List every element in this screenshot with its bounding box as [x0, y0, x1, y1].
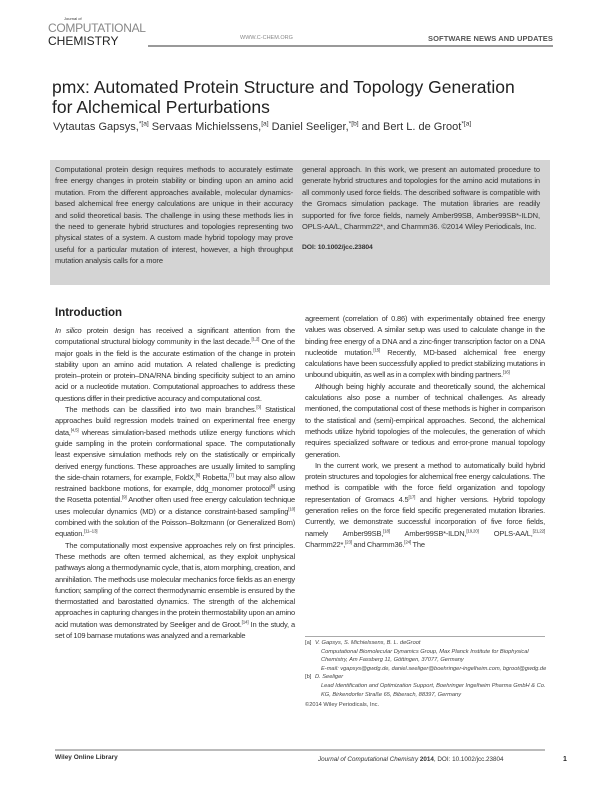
author-name: Vytautas Gapsys,: [53, 121, 139, 133]
section-label: SOFTWARE NEWS AND UPDATES: [427, 34, 553, 43]
citation[interactable]: [24]: [404, 539, 412, 545]
copyright: ©2014 Wiley Periodicals, Inc.: [305, 702, 380, 709]
citation[interactable]: [6]: [195, 472, 201, 478]
citation[interactable]: [15]: [373, 347, 381, 353]
abstract-right-column: [302, 164, 540, 254]
citation[interactable]: [4,5]: [70, 427, 79, 433]
abstract-box: [50, 160, 550, 285]
footnote-rule: [305, 636, 545, 637]
author-name: and Bert L. de Groot: [358, 121, 462, 133]
author-name: Servaas Michielssens,: [148, 121, 262, 133]
text-run: In the study, a set of 109 barnase mutations was analyzed and a remarkable: [55, 619, 295, 641]
wiley-online-library-logo: Wiley Online Library: [55, 754, 118, 761]
citation[interactable]: [23]: [345, 539, 352, 545]
citation[interactable]: [3]: [256, 404, 261, 410]
text-run: The methods can be classified into two main branches.: [65, 405, 257, 415]
citation[interactable]: [19,20]: [466, 528, 479, 534]
paragraph: [305, 313, 545, 381]
text-run: Recently, MD-based alchemical free energy calculations have been successfully applied to predict stabilizing mutations in unbound ubiquitin, as well as in a complex with binding partners.: [305, 347, 546, 380]
text-run: but may also allow restrained backbone motions, for example, ddg_monomer protocol: [55, 472, 295, 494]
paragraph: [55, 325, 295, 404]
citation[interactable]: [11–13]: [84, 528, 98, 534]
footnote-b: [305, 673, 550, 699]
header-rule: [148, 45, 553, 47]
text-run: Robetta,: [200, 472, 230, 482]
paragraph: [305, 460, 545, 550]
paragraph: [55, 404, 295, 540]
body-left-column: [55, 306, 295, 641]
citation[interactable]: [1,2]: [251, 336, 260, 342]
citation[interactable]: [8]: [270, 483, 275, 489]
abstract-left-column: Computational protein design requires methods to accurately estimate free energy changes in protein stability or binding upon an amino acid mutation. From the different approaches available, molecular dynamics-based alchemical free energy calculations are unique in their accuracy and solid theoretical basis. The challenge in using these methods lies in the need to generate hybrid structures and topologies representing two physical states of a system. A custom made hybrid topology may prove useful for a particular mutation of interest, however, a high throughput mutation analysis calls for a more: [55, 165, 293, 266]
text-run: combined with the solution of the Poisson–Boltzmann (or Generalized Born) equation.: [55, 518, 295, 539]
text-run: protein design has received a significant attention from the computational structural biology community in the last decade.: [55, 326, 295, 347]
citation[interactable]: [18]: [383, 528, 390, 534]
text-run: whereas simulation-based methods utilize energy functions which guide sampling in the protein conformational space. The computationally least expensive simulation methods rely on the statistically or empirically derived energy functions. These approaches are usually limited to sampling the side-chain rotamers, for example, FoldX,: [55, 427, 295, 482]
journal-citation: [318, 756, 504, 763]
footnote-affiliation: Computational Biomolecular Dynamics Group, Max Planck Institute for Biophysical Chemistry, Am Fassberg 11, Göttingen, 37077, Germany: [321, 648, 529, 664]
journal-year: 2014: [419, 756, 434, 763]
journal-doi: , DOI: 10.1002/jcc.23804: [433, 756, 504, 763]
text-run: The computationally most expensive approaches rely on first principles. These methods are often termed alchemical, as they exploit unphysical pathways along a thermodynamic cycle, that is, atom morphing, creation, and annihilation. The methods use molecular mechanics force fields as an energy function; sampling of the correct thermodynamic ensemble is ensured by the thermostatted and barostatted dynamics. The strength of the alchemical approaches in capturing changes in the protein thermostability upon an amino acid mutation was demonstrated by Seeliger and de Groot.: [55, 540, 295, 629]
footnote-email[interactable]: E-mail: vgapsys@gwdg.de, daniel.seeliger@boehringer-ingelheim.com, bgroot@gwdg.de: [321, 665, 547, 672]
text-run: Statistical approaches build regression models trained on experimental free energy data,: [55, 405, 295, 437]
citation[interactable]: [21,22]: [532, 528, 546, 534]
text-run: Although being highly accurate and theoretically sound, the alchemical calculations also pose a number of technical challenges. As already mentioned, the computational cost of these methods is higher in comparison to the statistical and (semi)-empirical approaches. Second, the alchemical methods utilize hybrid topologies of the molecules, the generation of which requires specialized software or tedious and error-prone manual topology generation.: [305, 381, 545, 459]
text-run: One of the major goals in the field is the accurate estimation of the change in protein stability upon an amino acid mutation. A related challenge is predicting protein–protein or protein–DNA/RNA binding specificity subject to an amino acid or a nucleotide mutation. Computational approaches to address these questions differ in their predictive accuracy and computational cost.: [55, 337, 295, 403]
citation[interactable]: [16]: [502, 369, 510, 375]
footnote-names: V. Gapsys, S. Michielssens, B. L. deGroot: [315, 640, 421, 646]
footnote-names: D. Seeliger: [315, 674, 344, 681]
text-run: using the Rosetta potential.: [55, 484, 295, 505]
text-run: Amber99SB*-ILDN,: [389, 528, 467, 538]
right-paragraphs: [305, 313, 545, 550]
paragraph: [305, 381, 545, 460]
footnote-label: [a]: [305, 640, 312, 646]
text-run: Another often used free energy calculation technique uses molecular dynamics (MD) or a distance constraint-based sampling: [55, 495, 295, 516]
citation[interactable]: [10]: [288, 506, 295, 512]
footnotes: [305, 639, 550, 710]
text-run: Charmm22*,: [305, 539, 346, 549]
author-affiliation: [a]: [261, 120, 269, 128]
citation[interactable]: [17]: [408, 494, 416, 500]
author-list: [53, 121, 471, 133]
section-heading: Introduction: [55, 307, 123, 319]
footer-rule: [55, 749, 545, 751]
paragraph: [55, 540, 295, 642]
text-run: In the current work, we present a method to automatically build hybrid protein structures and topologies for alchemical free energy calculations. The method is compatible with the force field organization and topology representation of Gromacs 4.5: [305, 460, 545, 504]
body-right-column: [305, 313, 545, 550]
article-title: pmx: Automated Protein Structure and Topology Generation for Alchemical Perturbations: [52, 77, 515, 117]
italic-text: In silico: [55, 326, 82, 335]
logo-line-1: COMPUTATIONAL: [48, 21, 146, 35]
footnote-label: [b]: [305, 674, 312, 681]
footnote-a: [305, 639, 550, 673]
text-run: agreement (correlation of 0.86) with experimentally obtained free energy values was observed. A similar setup was used to calculate change in the binding free energy of a DNA and a zinc-finger transcription factor on a DNA nucleotide mutation.: [305, 314, 545, 357]
journal-logo: [48, 17, 148, 49]
text-run: OPLS-AA/L,: [478, 528, 533, 538]
author-name: Daniel Seeliger,: [268, 121, 349, 133]
journal-website: WWW.C-CHEM.ORG: [240, 35, 293, 41]
logo-small-text: Journal of: [64, 16, 82, 21]
logo-line-2: CHEMISTRY: [48, 34, 119, 48]
citation[interactable]: [9]: [122, 494, 127, 500]
left-paragraphs: [55, 325, 295, 641]
author-affiliation: *[a]: [138, 120, 149, 128]
text-run: and Charmm36.: [351, 539, 405, 549]
journal-name: Journal of Computational Chemistry: [318, 756, 419, 763]
abstract-text: general approach. In this work, we present an automated procedure to generate hybrid structures and topologies for the amino acid mutations in all commonly used force fields. The described software is compatible with the Gromacs simulation package. The mutation libraries are readily supported for five force fields, namely Amber99SB, Amber99SB*-ILDN, OPLS-AA/L, Charmm22*, and Charmm36. ©2014 Wiley Periodicals, Inc.: [302, 165, 540, 232]
author-affiliation: *[a]: [461, 120, 472, 128]
doi-link[interactable]: DOI: 10.1002/jcc.23804: [302, 244, 373, 252]
text-run: and higher versions. Hybrid topology generation relies on the force field specific pregenerated mutation libraries. Currently, we demonstrate successful incorporation of five force fields, namely Amber99SB,: [305, 494, 545, 538]
page-number: 1: [563, 756, 567, 763]
citation[interactable]: [7]: [229, 472, 234, 478]
footnote-affiliation: Lead Identification and Optimization Support, Boehringer Ingelheim Pharma GmbH & Co. KG, Birkendorfer Straße 65, Biberach, 88397, Germany: [321, 682, 546, 698]
citation[interactable]: [14]: [241, 619, 249, 625]
text-run: The: [411, 539, 425, 549]
author-affiliation: *[b]: [348, 120, 359, 128]
